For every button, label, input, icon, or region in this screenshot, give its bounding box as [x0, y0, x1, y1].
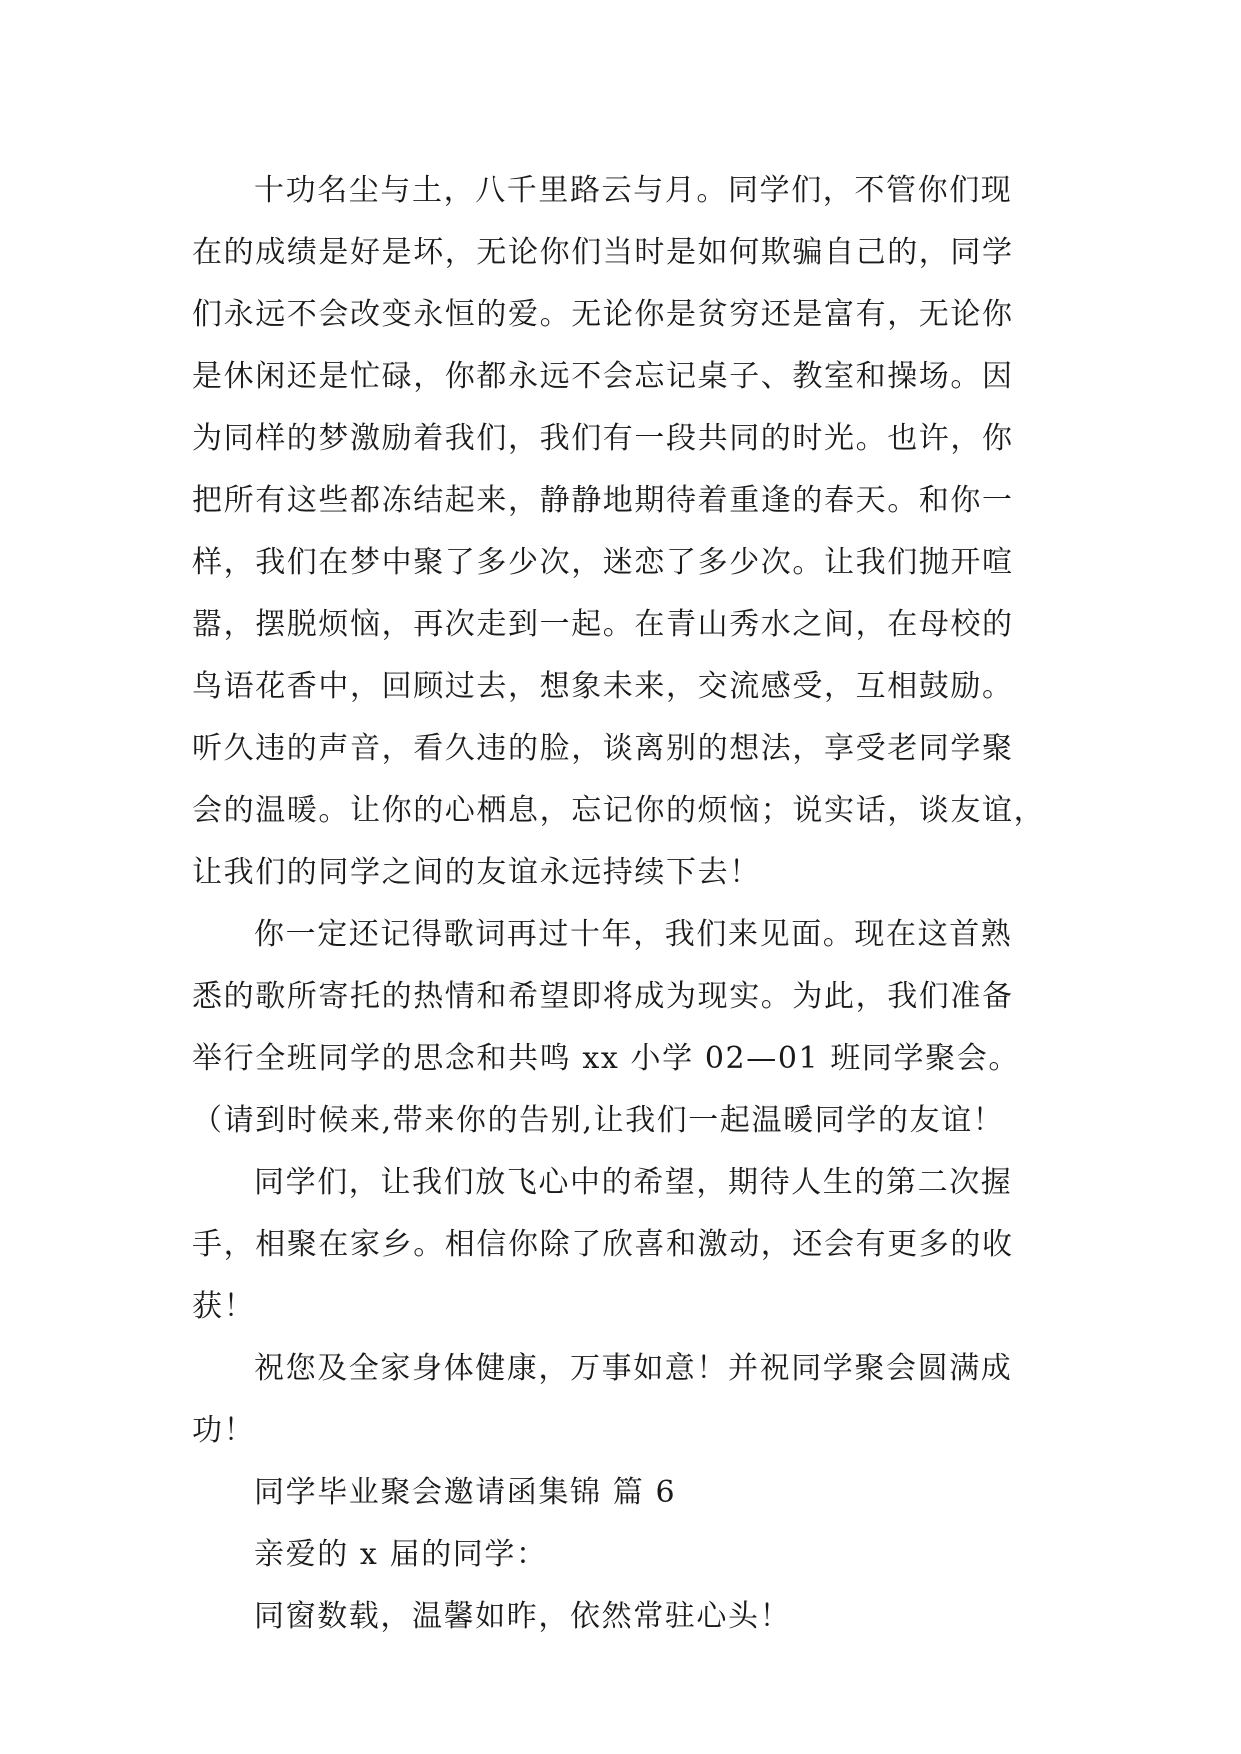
paragraph-line: 们永远不会改变永恒的爱。无论你是贫穷还是富有，无论你 — [192, 297, 1014, 332]
paragraph-line: 十功名尘与土，八千里路云与月。同学们，不管你们现 — [254, 173, 1013, 208]
section-heading: 同学毕业聚会邀请函集锦 篇 6 — [254, 1475, 677, 1510]
paragraph-line: 悉的歌所寄托的热情和希望即将成为现实。为此，我们准备 — [192, 979, 1014, 1014]
paragraph-line: 功！ — [192, 1413, 256, 1448]
paragraph-line: 为同样的梦激励着我们，我们有一段共同的时光。也许，你 — [192, 421, 1014, 456]
paragraph-line: 听久违的声音，看久违的脸，谈离别的想法，享受老同学聚 — [192, 731, 1014, 766]
paragraph-line: 举行全班同学的思念和共鸣 xx 小学 02—01 班同学聚会。 — [192, 1041, 1020, 1076]
paragraph-line: 是休闲还是忙碌，你都永远不会忘记桌子、教室和操场。因 — [192, 359, 1014, 394]
paragraph-line: 嚣，摆脱烦恼，再次走到一起。在青山秀水之间，在母校的 — [192, 607, 1014, 642]
paragraph-line: 鸟语花香中，回顾过去，想象未来，交流感受，互相鼓励。 — [192, 669, 1014, 704]
paragraph-line: 会的温暖。让你的心栖息，忘记你的烦恼；说实话，谈友谊， — [192, 793, 1046, 828]
paragraph-line: 同学们，让我们放飞心中的希望，期待人生的第二次握 — [254, 1165, 1013, 1200]
paragraph-line: 把所有这些都冻结起来，静静地期待着重逢的春天。和你一 — [192, 483, 1014, 518]
paragraph-line: 让我们的同学之间的友谊永远持续下去！ — [192, 855, 761, 890]
paragraph-line: （请到时候来,带来你的告别,让我们一起温暖同学的友谊！ — [192, 1103, 1005, 1138]
paragraph-line: 在的成绩是好是坏，无论你们当时是如何欺骗自己的，同学 — [192, 235, 1014, 270]
paragraph-line: 同窗数载，温馨如昨，依然常驻心头！ — [254, 1599, 792, 1634]
salutation: 亲爱的 x 届的同学： — [254, 1537, 548, 1572]
paragraph-line: 祝您及全家身体健康，万事如意！并祝同学聚会圆满成 — [254, 1351, 1013, 1386]
document-body — [192, 160, 1052, 1648]
paragraph-line: 你一定还记得歌词再过十年，我们来见面。现在这首熟 — [254, 917, 1013, 952]
paragraph-line: 手，相聚在家乡。相信你除了欣喜和激动，还会有更多的收 — [192, 1227, 1014, 1262]
paragraph-line: 样，我们在梦中聚了多少次，迷恋了多少次。让我们抛开喧 — [192, 545, 1014, 580]
paragraph-line: 获！ — [192, 1289, 256, 1324]
